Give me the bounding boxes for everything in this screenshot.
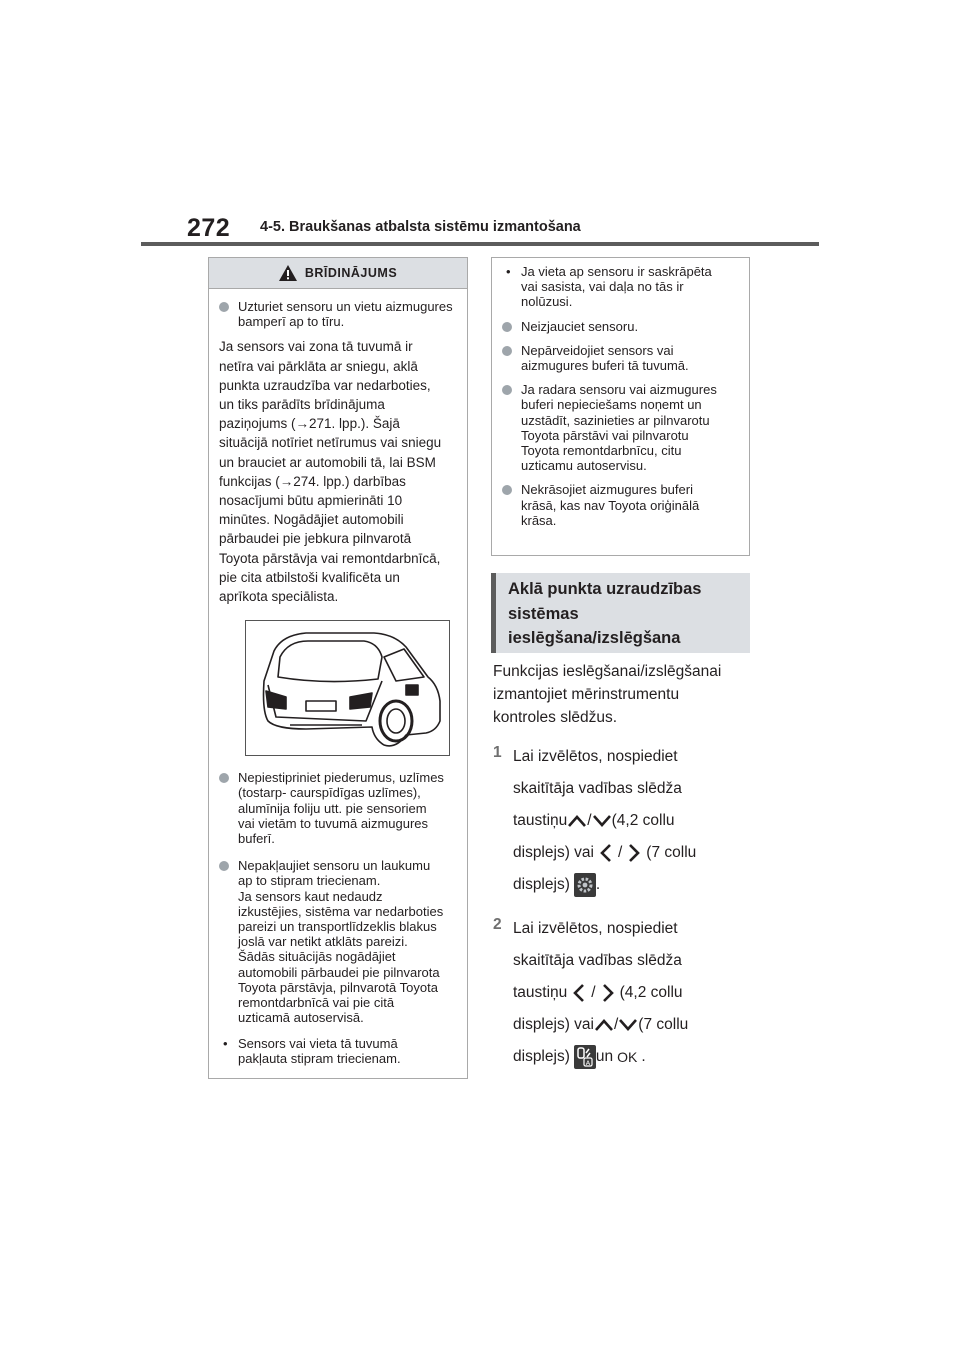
step-separator: / [587,812,592,829]
step-line [513,837,763,869]
para-line: paziņojums (→271. lpp.). Šajā [219,416,400,432]
chapter-title: 4-5. Braukšanas atbalsta sistēmu izmantošana [260,219,581,235]
step-line: Lai izvēlētos, nospiediet [513,748,678,765]
bullet-line: uzstādīt, sazinieties ar pilnvarotu [521,412,710,428]
step-separator: / [613,1016,619,1033]
para-line: punkta uzraudzība var nedarboties, [219,377,431,393]
bullet-line: uzticamu autoservisu. [521,458,647,474]
bullet-item [502,482,739,528]
step-text: displejs) [513,1048,570,1065]
bullet-line: (tostarp- caurspīdīgas uzlīmes), [238,785,421,801]
step-text: displejs) vai [513,844,594,861]
chevron-down-icon [592,814,612,828]
bullet-line: izkustējies, sistēma var nedarboties [238,903,444,919]
bullet-line: Toyota pārstāvi vai pilnvarotu [521,427,689,443]
car-illustration [245,620,450,756]
warning-title: BRĪDINĀJUMS [304,266,398,280]
step-line [513,805,763,837]
warning-bullet [219,770,457,846]
step-text: un [595,1048,614,1065]
section-heading [491,573,750,653]
bullet-line: Toyota remontdarbnīcu, citu [521,443,682,459]
bullet-item [502,343,739,373]
bullet-line: Nepakļaujiet sensoru un laukumu [238,858,431,874]
bullet-dot [219,773,229,783]
bullet-line: alumīnija foliju utt. pie sensoriem [238,800,427,816]
bullet-dot [502,346,512,356]
dash-line: nolūzusi. [521,294,573,310]
section-heading-line: sistēmas [508,604,579,623]
chevron-right-icon [628,843,640,863]
bullet-line: Nepiestipriniet piederumus, uzlīmes [238,770,444,786]
dash-line: Sensors vai vieta tā tuvumā [238,1035,398,1051]
chevron-up-icon [567,814,587,828]
step-text: (4,2 collu [619,984,683,1001]
chevron-up-icon [594,1018,614,1032]
bullet-dot [502,385,512,395]
warning-triangle-icon [279,265,297,281]
para-line: situācijā notīriet netīrumus vai sniegu [219,435,442,451]
step-separator: / [617,844,623,861]
dash-line: pakļauta stipram triecienam. [238,1050,401,1066]
para-line: pie cita atbilstoši kvalificēta un [219,569,400,585]
intro-line: Funkcijas ieslēgšanai/izslēgšanai [493,663,722,680]
step-line [513,869,763,901]
para-line: Ja sensors vai zona tā tuvumā ir [219,339,413,355]
svg-text:A: A [585,1059,591,1067]
warning-box [208,257,468,1079]
warning-bullet [219,299,457,329]
warning-paragraph [219,337,457,606]
step-text: displejs) [513,876,570,893]
bullet-line: ap to stipram triecienam. [238,873,381,889]
bullet-dot [219,302,229,312]
bullet-dot [502,322,512,332]
bullet-line: krāsa. [521,512,557,528]
step-number: 1 [493,744,502,761]
bullet-line: Nekrāsojiet aizmugures buferi [521,482,693,498]
bsm-icon [574,1045,596,1069]
bullet-line: krāsā, kas nav Toyota oriģinālā [521,497,700,513]
para-line: nosacījumi būtu apmierināti 10 [219,493,403,509]
step-separator: / [591,984,596,1001]
bullet-line: remontdarbnīcā vai pie citā [238,995,395,1011]
intro-line: izmantojiet mērinstrumentu [493,686,680,703]
dash-mark: • [506,264,511,279]
step-line: skaitītāja vadības slēdža [513,780,682,797]
step-text: (7 collu [646,844,697,861]
step-number: 2 [493,916,502,933]
bullet-line: aizmugures buferi tā tuvumā. [521,358,689,374]
step-text: taustiņu [513,812,568,829]
step-text: (7 collu [638,1016,689,1033]
gear-icon [574,873,596,897]
bullet-text: Neizjauciet sensoru. [521,318,639,334]
step-text: displejs) vai [513,1016,594,1033]
bullet-line: uzticamā autoservisā. [238,1010,364,1026]
section-heading-line: Aklā punkta uzraudzības [508,580,702,598]
warning-bullet [219,858,457,1025]
bullet-dot [219,861,229,871]
step-line: skaitītāja vadības slēdža [513,952,682,969]
dash-mark: • [223,1035,228,1051]
step-line [513,977,763,1009]
step-text: (4,2 collu [611,812,675,829]
car-rear-illustration [246,621,449,755]
bullet-line: Šādās situācijās nogādājiet [238,949,396,965]
bullet-line: Ja radara sensoru vai aizmugures [521,382,717,398]
bullet-line: vai vietām to tuvumā aizmugures [238,815,429,831]
bullet-item [502,319,739,334]
step-text: taustiņu [513,984,568,1001]
step-2 [493,913,763,1073]
ok-label: OK [617,1049,638,1065]
bullet-line: automobili pārbaudei pie pilnvarota [238,964,440,980]
bullet-line: Ja sensors kaut nedaudz [238,888,383,904]
dash-item [502,264,739,310]
section-heading-line: ieslēgšana/izslēgšana [508,629,681,647]
warning-header [209,258,467,289]
bullet-line: buferi nepieciešams noņemt un [521,397,702,413]
para-line: Toyota pārstāvja vai remontdarbnīcā, [219,550,441,566]
header-rule [141,242,819,246]
dash-line: Ja vieta ap sensoru ir saskrāpēta [521,264,712,279]
section-body [493,660,763,1073]
step-line [513,1009,763,1041]
page-number: 272 [187,214,231,242]
step-text: . [641,1048,646,1065]
bullet-item [502,382,739,473]
para-line: pārbaudei pie jebkura pilnvarotā [219,531,412,547]
warning-continuation-box [491,257,750,556]
step-1 [493,741,763,901]
warning-body [209,289,467,1066]
chevron-right-icon [602,983,614,1003]
intro-line: kontroles slēdžus. [493,709,618,726]
para-line: un tiks parādīts brīdinājuma [219,397,385,413]
para-line: minūtes. Nogādājiet automobili [219,512,404,528]
step-text: . [595,876,601,893]
bullet-line: buferī. [238,831,275,847]
warning-dash-item [219,1036,457,1066]
bullet-line: Nepārveidojiet sensors vai [521,342,674,358]
para-line: aprīkota speciālista. [219,589,339,605]
para-line: netīra vai pārklāta ar sniegu, aklā [219,358,418,374]
chevron-down-icon [618,1018,638,1032]
bullet-line: Toyota pārstāvja, pilnvarotā Toyota [238,979,438,995]
bullet-line: joslā var netikt atklāts pareizi. [238,934,408,950]
bullet-line: pareizi un transportlīdzeklis blakus [238,919,437,935]
para-line: un brauciet ar automobili tā, lai BSM [219,454,436,470]
dash-line: vai sasista, vai daļa no tās ir [521,279,684,295]
chevron-left-icon [600,843,612,863]
step-line [513,1041,763,1073]
bullet-dot [502,485,512,495]
step-line: Lai izvēlētos, nospiediet [513,920,678,937]
chevron-left-icon [573,983,585,1003]
para-line: funkcijas (→274. lpp.) darbības [219,473,406,489]
bullet-text: Uzturiet sensoru un vietu aizmugures bamperī ap to tīru. [238,299,453,330]
